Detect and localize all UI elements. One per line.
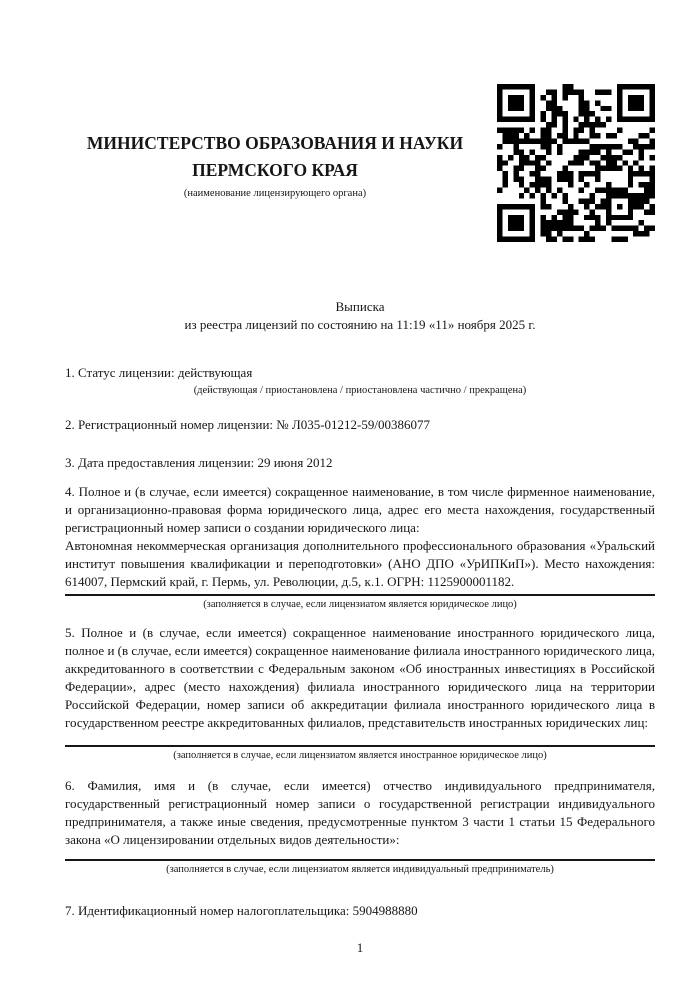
item-taxpayer-number <box>65 902 655 920</box>
item-individual-entrepreneur <box>65 777 655 876</box>
item-legal-entity <box>65 483 655 611</box>
document-header <box>65 0 655 242</box>
individual-entrepreneur-caption: (заполняется в случае, если лицензиатом является индивидуальный предприниматель) <box>166 864 554 876</box>
qr-code-icon <box>497 84 655 242</box>
foreign-entity-label: 5. Полное и (в случае, если имеется) сокращенное наименование иностранного юридического лица, полное и (в случае, если имеется) сокращенное наименование филиала иностранного юридического лица, аккредитованного в соответствии с Федеральным законом «Об иностранных инвестициях в Российской Федерации», адрес (место нахождения) филиала иностранного юридического лица на территории Российской Федерации, номер записи об аккредитации филиала иностранного юридического лица в государственном реестре аккредитованных филиалов, представительств иностранных юридических лиц: <box>65 625 655 731</box>
foreign-entity-caption: (заполняется в случае, если лицензиатом является иностранное юридическое лицо) <box>173 750 547 762</box>
registration-number-text: 2. Регистрационный номер лицензии: № Л035-01212-59/00386077 <box>65 417 431 433</box>
taxpayer-number-text: 7. Идентификационный номер налогоплательщика: 5904988880 <box>65 903 418 919</box>
authority-name-line2: ПЕРМСКОГО КРАЯ <box>192 160 358 181</box>
license-status-text: 1. Статус лицензии: действующая <box>65 365 253 381</box>
item-registration-number <box>65 416 655 434</box>
licensing-authority-block <box>65 84 485 201</box>
page-number: 1 <box>356 940 364 956</box>
legal-entity-fill-line <box>65 594 655 596</box>
individual-entrepreneur-label: 6. Фамилия, имя и (в случае, если имеется) отчество индивидуального предпринимателя, государственный регистрационный номер записи о государственной регистрации индивидуального предпринимателя, а также иные сведения, предусмотренные пунктом 3 части 1 статьи 15 Федерального закона «О лицензировании отдельных видов деятельности»: <box>65 778 655 848</box>
license-status-caption: (действующая / приостановлена / приостановлена частично / прекращена) <box>193 385 527 397</box>
document-title-line1: Выписка <box>335 299 385 314</box>
legal-entity-caption: (заполняется в случае, если лицензиатом является юридическое лицо) <box>203 599 517 611</box>
grant-date-text: 3. Дата предоставления лицензии: 29 июня 2012 <box>65 455 333 471</box>
foreign-entity-fill-line <box>65 745 655 747</box>
legal-entity-value: Автономная некоммерческая организация дополнительного профессионального образования «Уральский институт повышения квалификации и переподготовки» (АНО ДПО «УрИПКиП»). Место нахождения: 614007, Пермский край, г. Пермь, ул. Революции, д.5, к.1. ОГРН: 1125900001182. <box>65 538 655 590</box>
document-body <box>65 364 655 920</box>
individual-entrepreneur-fill-line <box>65 859 655 861</box>
item-grant-date <box>65 454 655 472</box>
authority-caption: (наименование лицензирующего органа) <box>183 188 367 200</box>
authority-name-line1: МИНИСТЕРСТВО ОБРАЗОВАНИЯ И НАУКИ <box>86 133 464 153</box>
item-license-status <box>65 364 655 397</box>
document-title <box>65 298 655 334</box>
document-title-line2: из реестра лицензий по состоянию на 11:19 «11» ноября 2025 г. <box>184 317 536 333</box>
item-foreign-entity <box>65 624 655 762</box>
legal-entity-label: 4. Полное и (в случае, если имеется) сокращенное наименование, в том числе фирменное наименование, и организационно-правовая форма юридического лица, адрес его места нахождения, государственный регистрационный номер записи о создании юридического лица: <box>65 484 655 536</box>
